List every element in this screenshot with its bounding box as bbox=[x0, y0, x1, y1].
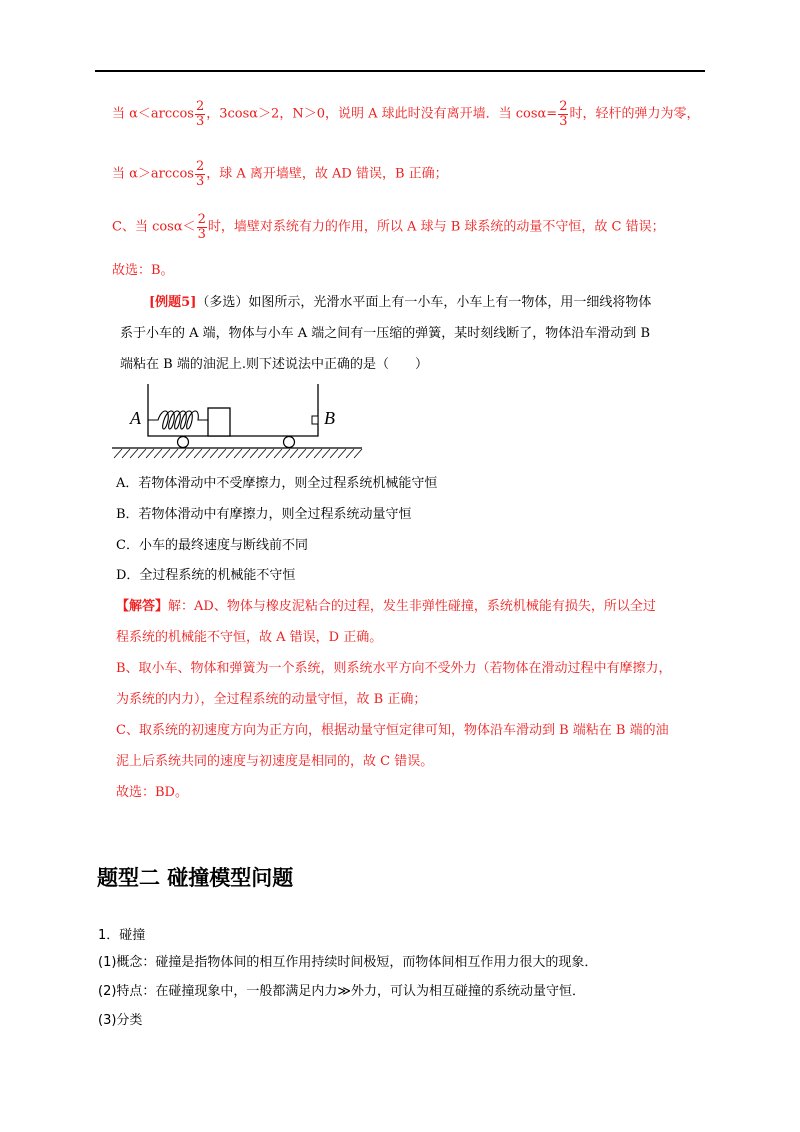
solution-text-line-3: B、取小车、物体和弹簧为一个系统，则系统水平方向不受外力（若物体在滑动过程中有摩擦力， bbox=[116, 661, 672, 676]
example-tag: [例题5] bbox=[149, 295, 197, 310]
putty bbox=[312, 416, 318, 424]
fraction-denominator: 3 bbox=[559, 113, 568, 129]
fraction-numerator: 2 bbox=[195, 99, 205, 114]
concept-line: (1)概念：碰撞是指物体间的相互作用持续时间极短，而物体间相互作用力很大的现象． bbox=[98, 955, 598, 970]
text-segment: ，3cosα＞2，N＞0，说明 A 球此时没有离开墙．当 cosα= bbox=[206, 106, 558, 122]
fraction-numerator: 2 bbox=[197, 212, 206, 227]
classify-line: (3)分类 bbox=[98, 1013, 143, 1028]
text-segment: （多选）如图所示，光滑水平面上有一小车，小车上有一物体，用一细线将物体 bbox=[196, 295, 652, 310]
option-c: C．小车的最终速度与断线前不同 bbox=[116, 538, 308, 553]
spring bbox=[148, 411, 208, 429]
label-b: B bbox=[324, 408, 335, 428]
fraction-numerator: 2 bbox=[559, 99, 568, 114]
fraction bbox=[195, 160, 205, 188]
block bbox=[208, 408, 230, 436]
feature-line: (2)特点：在碰撞现象中，一般都满足内力≫外力，可认为相互碰撞的系统动量守恒． bbox=[98, 984, 586, 999]
fraction-denominator: 3 bbox=[195, 173, 205, 189]
wheel-right bbox=[284, 437, 295, 448]
option-b: B．若物体滑动中有摩擦力，则全过程系统动量守恒 bbox=[116, 507, 412, 522]
item-1-title: 1．碰撞 bbox=[98, 928, 146, 943]
fraction bbox=[197, 213, 207, 241]
fraction-numerator: 2 bbox=[195, 159, 205, 174]
solution-text-line-7: 故选：BD。 bbox=[116, 785, 188, 800]
label-a: A bbox=[130, 408, 141, 428]
example5-line-3: 端粘在 B 端的油泥上.则下述说法中正确的是（ ） bbox=[120, 357, 428, 372]
fraction bbox=[195, 100, 205, 128]
section-title: 题型二 碰撞模型问题 bbox=[97, 866, 294, 890]
text-segment: 当 α＜arccos bbox=[112, 106, 194, 122]
text-segment: 时，墙壁对系统有力的作用，所以 A 球与 B 球系统的动量不守恒，故 C 错误； bbox=[207, 219, 665, 235]
solution-text-line-6: 泥上后系统共同的速度与初速度是相同的，故 C 错误。 bbox=[116, 754, 434, 769]
text-segment: 解：AD、物体与橡皮泥粘合的过程，发生非弹性碰撞，系统机械能有损失，所以全过 bbox=[168, 599, 656, 614]
option-a: A．若物体滑动中不受摩擦力，则全过程系统机械能守恒 bbox=[116, 476, 438, 491]
fraction-denominator: 3 bbox=[197, 226, 206, 242]
solution-text-line-4: 为系统的内力），全过程系统的动量守恒，故 B 正确； bbox=[116, 692, 427, 707]
final-answer-line: 故选：B。 bbox=[112, 263, 174, 278]
solution-line-1 bbox=[112, 100, 700, 128]
header-rule bbox=[95, 70, 705, 72]
example5-line-1 bbox=[149, 296, 651, 309]
cart-diagram bbox=[112, 378, 372, 460]
fraction bbox=[558, 100, 568, 128]
solution-text-line-5: C、取系统的初速度方向为正方向，根据动量守恒定律可知，物体沿车滑动到 B 端粘在 B 端的油 bbox=[116, 723, 669, 738]
ground-hatching bbox=[114, 449, 362, 458]
text-segment: 时，轻杆的弹力为零， bbox=[569, 106, 700, 122]
cart-figure bbox=[112, 378, 372, 464]
solution-tag: 【解答】 bbox=[116, 599, 169, 614]
solution-line-3 bbox=[112, 213, 665, 241]
wheel-left bbox=[178, 437, 189, 448]
solution-line-2 bbox=[112, 160, 448, 188]
text-segment: 当 α＞arccos bbox=[112, 166, 194, 182]
solution-text-line-1 bbox=[116, 600, 656, 613]
example5-line-2: 系于小车的 A 端，物体与小车 A 端之间有一压缩的弹簧，某时刻线断了，物体沿车滑动到 B bbox=[120, 326, 650, 341]
solution-text-line-2: 程系统的机械能不守恒，故 A 错误，D 正确。 bbox=[116, 630, 383, 645]
cart-body bbox=[148, 384, 318, 436]
fraction-denominator: 3 bbox=[195, 113, 205, 129]
text-segment: ，球 A 离开墙壁，故 AD 错误，B 正确； bbox=[206, 166, 448, 182]
text-segment: C、当 cosα＜ bbox=[112, 219, 196, 235]
option-d: D．全过程系统的机械能不守恒 bbox=[116, 568, 296, 583]
